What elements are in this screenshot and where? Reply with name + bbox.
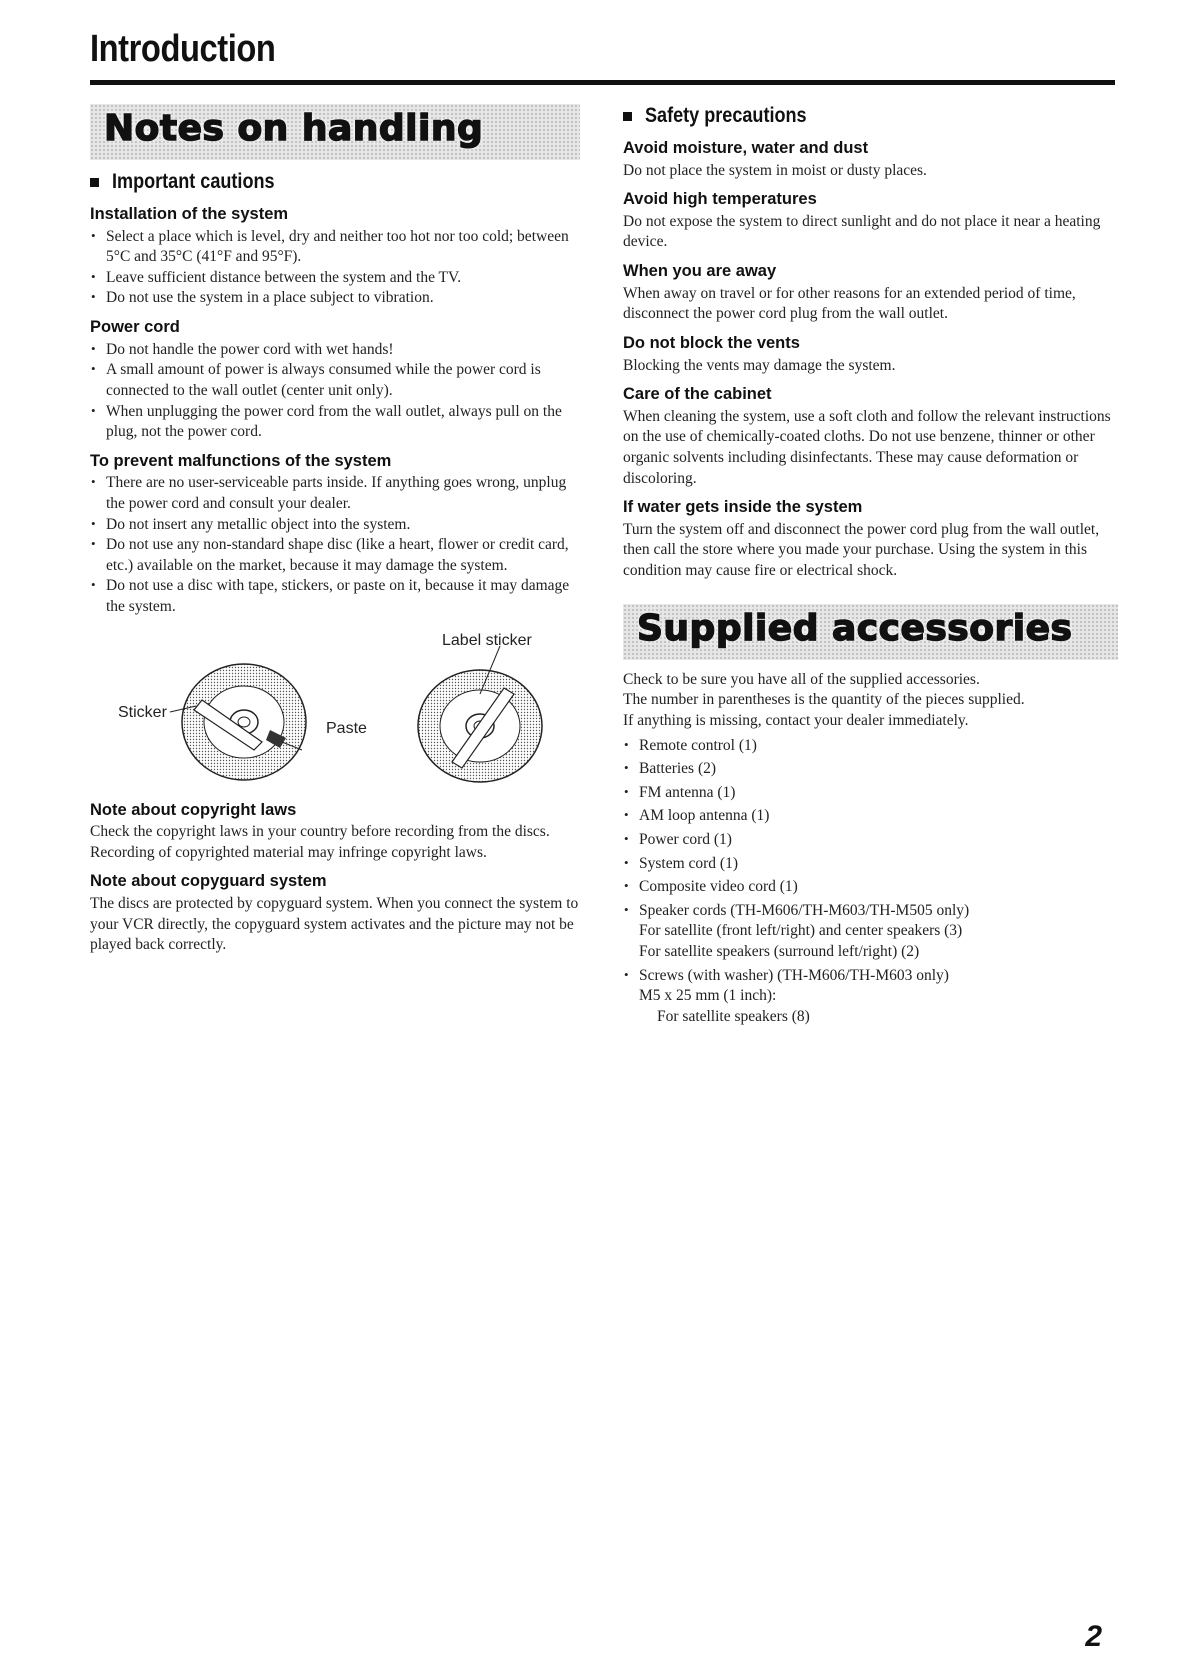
list-item: • Do not use the system in a place subject to vibration. <box>90 288 580 309</box>
speaker-cords-line2: For satellite speakers (surround left/right) (2) <box>639 942 920 960</box>
list-item: • Do not use any non-standard shape disc (like a heart, flower or credit card, etc.) available on the market, because it may damage the system. <box>90 535 580 576</box>
installation-heading: Installation of the system <box>90 205 289 223</box>
away-text: When away on travel or for other reasons for an extended period of time, disconnect the power cord plug from the wall outlet. <box>623 284 1076 323</box>
label-sticker-label: Label sticker <box>442 631 532 649</box>
accessories-list <box>623 736 1118 1028</box>
right-column <box>623 104 1118 1030</box>
page-number: 2 <box>1085 1620 1102 1653</box>
left-column <box>90 104 580 958</box>
screws-line1: M5 x 25 mm (1 inch): <box>639 987 777 1005</box>
cabinet-heading: Care of the cabinet <box>623 385 772 404</box>
water-text: Turn the system off and disconnect the power cord plug from the wall outlet, then call the store where you made your purchase. Using the system in this condition may cause fire or electrical shock. <box>623 520 1100 580</box>
list-item: • Remote control (1) <box>623 736 1118 757</box>
speaker-cords-main: • Speaker cords (TH-M606/TH-M603/TH-M505 only) <box>639 901 970 919</box>
disc-diagram <box>90 632 580 792</box>
supplied-accessories-banner <box>623 604 1118 660</box>
list-item: • FM antenna (1) <box>623 783 1118 804</box>
vents-heading: Do not block the vents <box>623 333 800 352</box>
page-title: Introduction <box>90 28 276 70</box>
banner-title: Supplied accessories <box>637 607 1073 649</box>
list-item: • AM loop antenna (1) <box>623 806 1118 827</box>
title-rule <box>90 80 1115 85</box>
water-heading: If water gets inside the system <box>623 498 863 517</box>
notes-on-handling-banner <box>90 104 580 160</box>
list-item: • Batteries (2) <box>623 759 1118 780</box>
accessories-intro-1: Check to be sure you have all of the supplied accessories. <box>623 670 980 688</box>
disc-label-sticker-icon <box>400 642 560 792</box>
moisture-text: Do not place the system in moist or dusty places. <box>623 161 927 179</box>
list-item: • A small amount of power is always consumed while the power cord is connected to the wall outlet (center unit only). <box>90 360 580 401</box>
accessories-intro-2: The number in parentheses is the quantity of the pieces supplied. <box>623 691 1025 709</box>
list-item: • There are no user-serviceable parts inside. If anything goes wrong, unplug the power cord and consult your dealer. <box>90 473 580 514</box>
installation-list <box>90 227 580 309</box>
list-item: • When unplugging the power cord from the wall outlet, always pull on the plug, not the power cord. <box>90 402 580 443</box>
list-item: • Do not handle the power cord with wet hands! <box>90 340 580 361</box>
list-item: • Leave sufficient distance between the system and the TV. <box>90 268 580 289</box>
speaker-cords-line1: For satellite (front left/right) and center speakers (3) <box>639 922 963 940</box>
accessories-intro-3: If anything is missing, contact your dealer immediately. <box>623 711 969 729</box>
list-item: • Select a place which is level, dry and neither too hot nor too cold; between 5°C and 35°C (41°F and 95°F). <box>90 227 580 268</box>
banner-title: Notes on handling <box>104 108 484 149</box>
screws-main: • Screws (with washer) (TH-M606/TH-M603 only) <box>639 966 949 984</box>
copyguard-text: The discs are protected by copyguard system. When you connect the system to your VCR directly, the copyguard system activates and the picture may not be played back correctly. <box>90 895 579 954</box>
list-item: • Power cord (1) <box>623 830 1118 851</box>
power-cord-list <box>90 340 580 443</box>
copyright-text: Check the copyright laws in your country before recording from the discs. Recording of copyrighted material may infringe copyright laws. <box>90 823 550 861</box>
page-header <box>90 28 1115 85</box>
paste-label: Paste <box>326 719 367 737</box>
list-item: • Do not insert any metallic object into the system. <box>90 515 580 536</box>
important-cautions-heading: Important cautions <box>90 170 580 194</box>
sticker-label: Sticker <box>118 703 167 721</box>
moisture-heading: Avoid moisture, water and dust <box>623 139 869 157</box>
malfunctions-list <box>90 473 580 617</box>
away-heading: When you are away <box>623 262 777 281</box>
list-item: • System cord (1) <box>623 854 1118 875</box>
square-bullet-icon <box>90 178 99 187</box>
screws-line2: For satellite speakers (8) <box>657 1007 810 1025</box>
copyguard-heading: Note about copyguard system <box>90 872 327 891</box>
list-item: • Do not use a disc with tape, stickers, or paste on it, because it may damage the system. <box>90 576 580 617</box>
power-cord-heading: Power cord <box>90 318 180 337</box>
disc-sticker-icon <box>162 642 322 792</box>
square-bullet-icon <box>623 112 632 121</box>
cabinet-text: When cleaning the system, use a soft cloth and follow the relevant instructions on the use of chemically-coated cloths. Do not use benzene, thinner or other organic solvents including disinfectants. These may cause deformation or discoloring. <box>623 407 1111 487</box>
list-item <box>623 966 1118 1028</box>
temperatures-heading: Avoid high temperatures <box>623 190 817 209</box>
safety-precautions-heading: Safety precautions <box>623 104 1118 128</box>
list-item <box>623 901 1118 963</box>
temperatures-text: Do not expose the system to direct sunlight and do not place it near a heating device. <box>623 212 1101 251</box>
list-item: • Composite video cord (1) <box>623 877 1118 898</box>
malfunctions-heading: To prevent malfunctions of the system <box>90 451 392 470</box>
copyright-heading: Note about copyright laws <box>90 800 297 819</box>
vents-text: Blocking the vents may damage the system. <box>623 356 896 374</box>
